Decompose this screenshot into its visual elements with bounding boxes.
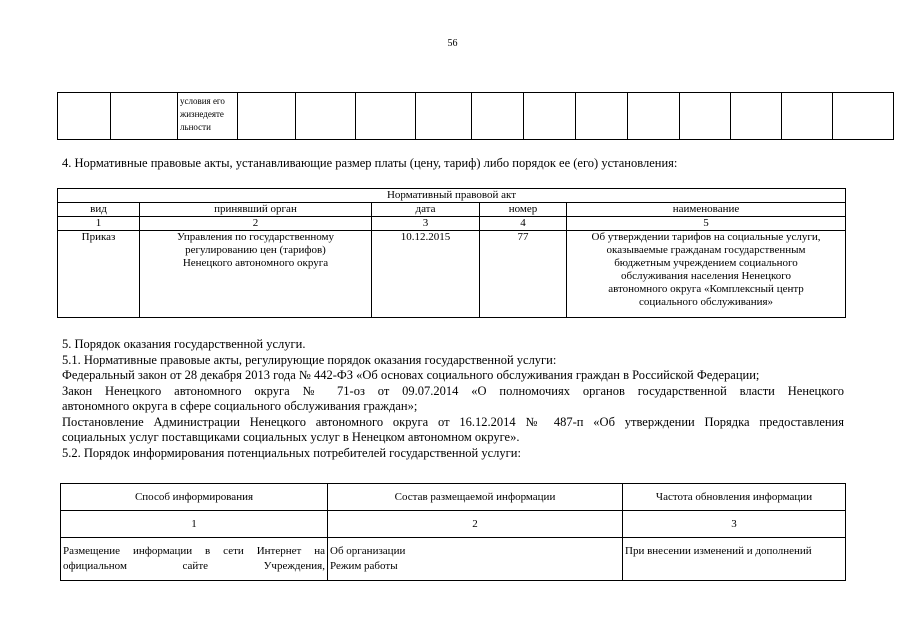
fragment-cell: [58, 93, 111, 140]
act-title-line: автономного округа «Комплексный центр: [608, 283, 804, 295]
inform-col-header: Состав размещаемой информации: [328, 484, 623, 511]
law-nao-line2: автономного округа в сфере социального обслуживания граждан»;: [62, 399, 418, 413]
inform-col-number: 1: [61, 511, 328, 538]
act-title-line: Об утверждении тарифов на социальные услуги,: [591, 231, 821, 243]
act-title-line: бюджетным учреждением социального: [614, 257, 798, 269]
fragment-text-line: льности: [180, 122, 211, 132]
inform-content: [328, 538, 623, 581]
section5-2-heading: 5.2. Порядок информирования потенциальных потребителей государственной услуги:: [62, 445, 521, 460]
acts-col-header: принявший орган: [140, 203, 372, 217]
act-title-line: оказываемые гражданам государственным: [606, 244, 806, 256]
section5-1-heading: 5.1. Нормативные правовые акты, регулирующие порядок оказания государственной услуги:: [62, 352, 557, 367]
acts-col-number: 1: [58, 217, 140, 231]
act-kind: Приказ: [58, 231, 140, 318]
normative-acts-table: [57, 188, 846, 318]
acts-col-header: наименование: [567, 203, 846, 217]
act-organ: [140, 231, 372, 318]
fragment-cell: [782, 93, 833, 140]
section4-heading: 4. Нормативные правовые акты, устанавливающие размер платы (цену, тариф) либо порядок ее (его) установления:: [62, 156, 678, 170]
law-nao-line1: Закон Ненецкого автономного округа № 71-оз от 09.07.2014 «О полномочиях органов государственной власти Ненецкого: [62, 383, 844, 398]
inform-col-number: 3: [623, 511, 846, 538]
inform-col-number: 2: [328, 511, 623, 538]
inform-method: [61, 538, 328, 581]
inform-method-line: официальном сайте Учреждения,: [63, 560, 325, 572]
fragment-cell: [238, 93, 296, 140]
fragment-cell-text: [178, 93, 238, 140]
fragment-cell: [296, 93, 356, 140]
act-number: 77: [480, 231, 567, 318]
fragment-cell: [628, 93, 680, 140]
inform-content-line: Об организации: [330, 545, 406, 557]
inform-col-header: Способ информирования: [61, 484, 328, 511]
decree-line1: Постановление Администрации Ненецкого автономного округа от 16.12.2014 № 487-п «Об утверждении Порядка предоставления: [62, 414, 844, 429]
law-federal: Федеральный закон от 28 декабря 2013 года № 442-ФЗ «Об основах социального обслуживания граждан в Российской Федерации;: [62, 368, 760, 382]
fragment-cell: [731, 93, 782, 140]
inform-data-row: [61, 538, 846, 581]
fragment-text-line: условия его: [180, 96, 225, 106]
fragment-cell: [524, 93, 576, 140]
acts-col-number: 2: [140, 217, 372, 231]
page-number: 56: [447, 38, 458, 49]
acts-col-number: 3: [372, 217, 480, 231]
fragment-cell: [833, 93, 894, 140]
act-organ-line: Ненецкого автономного округа: [182, 257, 329, 269]
fragment-text-line: жизнедеяте: [180, 109, 224, 119]
acts-group-header: Нормативный правовой акт: [58, 189, 846, 203]
act-date: 10.12.2015: [372, 231, 480, 318]
inform-method-line: Размещение информации в сети Интернет на: [63, 545, 325, 557]
acts-col-number: 5: [567, 217, 846, 231]
act-title-line: социального обслуживания»: [638, 296, 774, 308]
fragment-table: [57, 92, 894, 140]
act-title-line: обслуживания населения Ненецкого: [621, 270, 791, 282]
fragment-cell: [576, 93, 628, 140]
act-organ-line: Управления по государственному: [177, 231, 334, 243]
section5-heading: 5. Порядок оказания государственной услуги.: [62, 337, 306, 351]
acts-data-row: [58, 231, 846, 318]
acts-col-header: номер: [480, 203, 567, 217]
inform-content-line: Режим работы: [330, 560, 398, 572]
fragment-cell: [680, 93, 731, 140]
act-title: [567, 231, 846, 318]
inform-frequency: При внесении изменений и дополнений: [623, 538, 846, 581]
fragment-cell: [472, 93, 524, 140]
section5: [62, 337, 844, 461]
informing-table: [60, 483, 846, 581]
acts-col-number: 4: [480, 217, 567, 231]
acts-col-header: дата: [372, 203, 480, 217]
act-organ-line: регулированию цен (тарифов): [185, 244, 326, 256]
fragment-cell: [111, 93, 178, 140]
decree-line2: социальных услуг поставщиками социальных услуг в Ненецком автономном округе».: [62, 430, 520, 444]
fragment-cell: [416, 93, 472, 140]
fragment-cell: [356, 93, 416, 140]
acts-col-header: вид: [58, 203, 140, 217]
inform-col-header: Частота обновления информации: [623, 484, 846, 511]
